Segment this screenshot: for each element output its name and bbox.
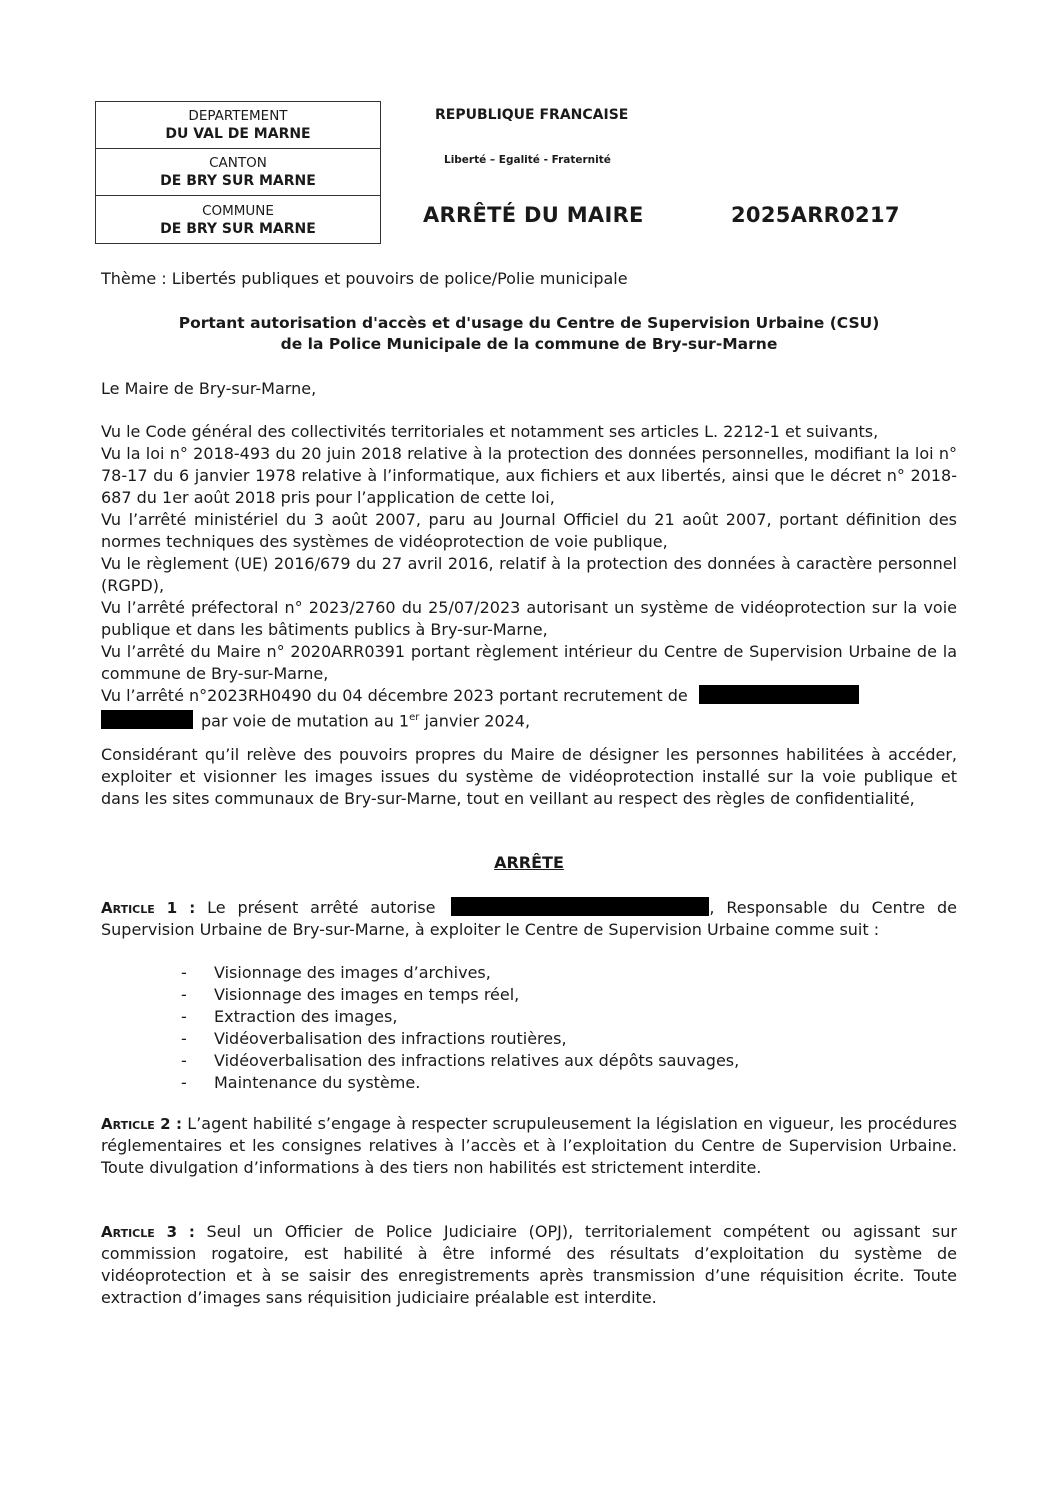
list-item: [181, 1028, 739, 1050]
visa-paragraph: Vu l’arrêté ministériel du 3 août 2007, paru au Journal Officiel du 21 août 2007, portant définition des normes techniques des systèmes de vidéoprotection de voie publique,: [101, 510, 957, 551]
article-1-text-end: , Responsable du Centre de Supervision Urbaine de Bry-sur-Marne, à exploiter le Centre de Supervision Urbaine comme suit :: [101, 898, 957, 939]
canton-value: DE BRY SUR MARNE: [160, 173, 316, 189]
list-item-text: Visionnage des images en temps réel,: [214, 985, 520, 1004]
article-1-label: Article 1 :: [101, 899, 196, 917]
list-dash: -: [181, 1007, 187, 1026]
visa-recruitment-suffix: par voie de mutation au 1: [201, 711, 410, 731]
visa-paragraph: Vu l’arrêté du Maire n° 2020ARR0391 portant règlement intérieur du Centre de Supervision Urbaine de la commune de Bry-sur-Marne,: [101, 642, 957, 683]
redacted-block: [101, 710, 193, 729]
article-2-text: L’agent habilité s’engage à respecter scrupuleusement la législation en vigueur, les procédures réglementaires et les consignes relatives à l’accès et à l’exploitation du Centre de Supervision Urbaine. Toute divulgation d’informations à des tiers non habilités est strictement interdite.: [101, 1114, 957, 1177]
list-dash: -: [181, 1073, 187, 1092]
visa-recruitment-date: janvier 2024,: [419, 711, 531, 731]
redacted-block: [699, 685, 859, 704]
visa-recruitment-text: Vu l’arrêté n°2023RH0490 du 04 décembre 2023 portant recrutement de: [101, 686, 688, 705]
visa-paragraph: Vu la loi n° 2018-493 du 20 juin 2018 relative à la protection des données personnelles, modifiant la loi n° 78-17 du 6 janvier 1978 relative à l’informatique, aux fichiers et aux libertés, ainsi que le décret n° 2018-687 du 1er août 2018 pris pour l’application de cette loi,: [101, 444, 957, 507]
article-2: [101, 1113, 957, 1179]
canton-label: CANTON: [209, 155, 267, 171]
list-item: [181, 1006, 739, 1028]
considerant-paragraph: Considérant qu’il relève des pouvoirs propres du Maire de désigner les personnes habilitées à accéder, exploiter et visionner les images issues du système de vidéoprotection installé sur la voie publique et dans les sites communaux de Bry-sur-Marne, tout en veillant au respect des règles de confidentialité,: [101, 745, 957, 808]
list-item-text: Vidéoverbalisation des infractions routières,: [214, 1029, 567, 1048]
commune-cell: [96, 196, 380, 243]
visa-recruitment-sup: er: [409, 712, 420, 723]
list-item: [181, 984, 739, 1006]
article-1-list: [181, 962, 739, 1094]
visa-paragraph: Vu le règlement (UE) 2016/679 du 27 avril 2016, relatif à la protection des données à caractère personnel (RGPD),: [101, 554, 957, 595]
article-1: [101, 897, 957, 941]
arrete-heading: ARRÊTE: [494, 853, 564, 872]
redacted-block: [451, 897, 709, 916]
national-motto: Liberté – Egalité - Fraternité: [444, 154, 611, 166]
canton-cell: [96, 149, 380, 196]
document-title: ARRÊTÉ DU MAIRE: [423, 203, 644, 227]
list-dash: -: [181, 963, 187, 982]
visa-paragraph: Vu l’arrêté préfectoral n° 2023/2760 du 25/07/2023 autorisant un système de vidéoprotection sur la voie publique et dans les bâtiments publics à Bry-sur-Marne,: [101, 598, 957, 639]
list-dash: -: [181, 1029, 187, 1048]
department-label: DEPARTEMENT: [188, 108, 288, 124]
department-cell: [96, 102, 380, 149]
list-dash: -: [181, 985, 187, 1004]
list-item-text: Maintenance du système.: [214, 1073, 421, 1092]
visa-paragraph: Vu le Code général des collectivités territoriales et notamment ses articles L. 2212-1 et suivants,: [101, 422, 879, 441]
article-3-text: Seul un Officier de Police Judiciaire (OPJ), territorialement compétent ou agissant sur commission rogatoire, est habilité à être informé des résultats d’exploitation du système de vidéoprotection et à se saisir des enregistrements après transmission d’une réquisition écrite. Toute extraction d’images sans réquisition judiciaire préalable est interdite.: [101, 1222, 957, 1307]
article-2-label: Article 2 :: [101, 1115, 183, 1133]
republic-heading: REPUBLIQUE FRANCAISE: [435, 107, 629, 123]
list-item: [181, 962, 739, 984]
subject-heading: [101, 313, 957, 355]
list-item-text: Extraction des images,: [214, 1007, 398, 1026]
visa-paragraph-recruitment: [101, 685, 957, 732]
article-3-label: Article 3 :: [101, 1223, 195, 1241]
commune-value: DE BRY SUR MARNE: [160, 220, 316, 237]
list-item-text: Vidéoverbalisation des infractions relatives aux dépôts sauvages,: [214, 1051, 740, 1070]
list-item-text: Visionnage des images d’archives,: [214, 963, 491, 982]
commune-label: COMMUNE: [202, 202, 274, 219]
list-item: [181, 1050, 739, 1072]
article-1-text-start: Le présent arrêté autorise: [207, 898, 436, 917]
mayor-line: Le Maire de Bry-sur-Marne,: [101, 379, 317, 398]
subject-line-1: Portant autorisation d'accès et d'usage du Centre de Supervision Urbaine (CSU): [178, 314, 880, 332]
article-3: [101, 1221, 957, 1309]
visas-block: [101, 421, 957, 732]
department-value: DU VAL DE MARNE: [165, 126, 311, 142]
administrative-header-table: [95, 101, 381, 244]
theme-line: Thème : Libertés publiques et pouvoirs de police/Polie municipale: [101, 269, 628, 288]
document-number: 2025ARR0217: [731, 203, 900, 227]
subject-line-2: de la Police Municipale de la commune de Bry-sur-Marne: [280, 335, 778, 353]
list-dash: -: [181, 1051, 187, 1070]
list-item: [181, 1072, 739, 1094]
